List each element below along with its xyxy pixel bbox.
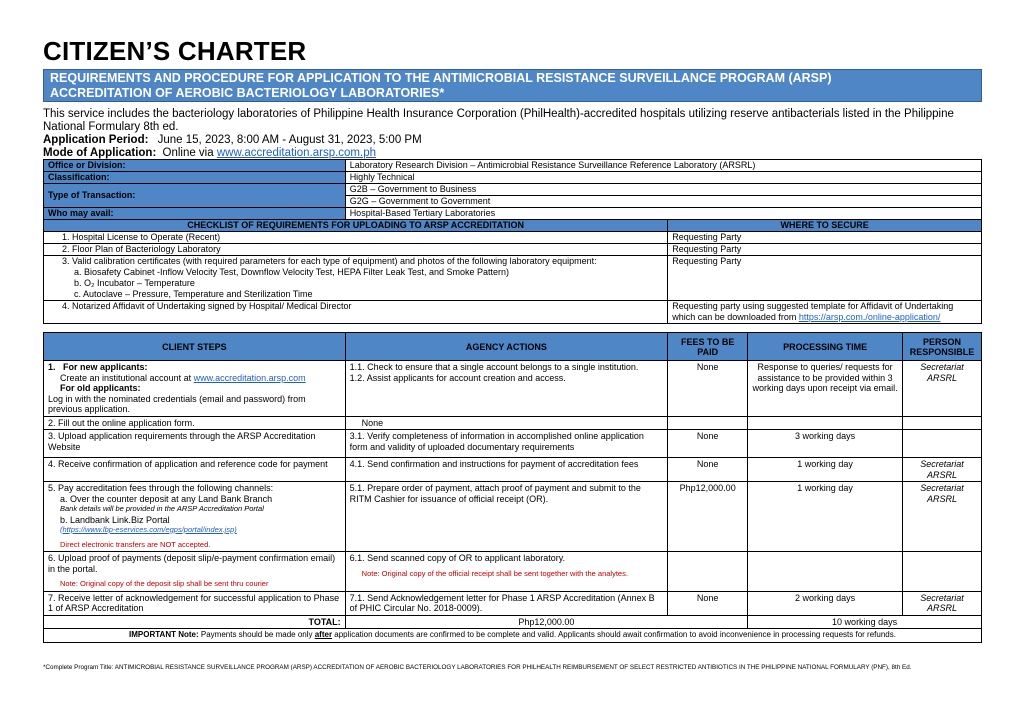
person-1-unit: ARSRL — [926, 372, 957, 383]
step-5a: a. Over the counter deposit at any Land Bank Branch — [60, 493, 273, 504]
classification-label: Classification: — [44, 172, 346, 184]
step-5b: b. Landbank Link.Biz Portal — [60, 514, 170, 525]
transaction-type-g2b: G2B – Government to Business — [345, 184, 981, 196]
note-text-1: Payments should be made only — [200, 630, 315, 639]
person-1-role: Secretariat — [920, 362, 964, 372]
person-5-unit: ARSRL — [926, 493, 957, 504]
person-responsible-header: PERSON RESPONSIBLE — [902, 333, 981, 361]
client-step-7: 7. Receive letter of acknowledgement for successful application to Phase 1 of ARSP Accreditation — [44, 591, 346, 615]
create-account-text: Create an institutional account at — [60, 372, 194, 383]
who-may-avail-value: Hospital-Based Tertiary Laboratories — [345, 208, 981, 220]
requirement-4: 4. Notarized Affidavit of Undertaking signed by Hospital/ Medical Director — [44, 301, 668, 324]
login-text: Log in with the nominated credentials (email and password) from previous application. — [48, 393, 306, 414]
client-step-4: 4. Receive confirmation of application and reference code for payment — [44, 458, 346, 482]
step-5-text: 5. Pay accreditation fees through the following channels: — [48, 483, 274, 493]
agency-actions-header: AGENCY ACTIONS — [345, 333, 668, 361]
total-time: 10 working days — [748, 615, 982, 629]
step-1-number: 1. — [48, 362, 56, 372]
client-step-6 — [44, 552, 346, 592]
agency-action-6-note: Note: Original copy of the official receipt shall be sent together with the analytes. — [361, 568, 628, 578]
requirement-3b: b. O₂ Incubator – Temperature — [74, 278, 195, 288]
time-3: 3 working days — [748, 430, 903, 458]
person-4-role: Secretariat — [920, 459, 964, 469]
note-text-2: application documents are confirmed to be complete and valid. Applicants should await confirmation to avoid inconvenience in processing requests for refunds. — [332, 630, 896, 639]
accreditation-site-link[interactable]: www.accreditation.arsp.com.ph — [216, 147, 376, 159]
time-1: Response to queries/ requests for assistance to be provided within 3 working days upon receipt via email. — [748, 361, 903, 417]
accreditation-link[interactable]: www.accreditation.arsp.com — [193, 372, 306, 383]
fees-header: FEES TO BE PAID — [668, 333, 748, 361]
agency-action-1-1: 1.1. Check to ensure that a single account belongs to a single institution. — [349, 362, 639, 372]
time-5: 1 working day — [748, 482, 903, 552]
footnote: *Complete Program Title: ANTIMICROBIAL RESISTANCE SURVEILLANCE PROGRAM (ARSP) ACCREDITATION OF AEROBIC BACTERIOLOGY LABORATORIES FOR PHILHEALTH REIMBURSEMENT OF SELECT RESTRICTED ANTIBIOTICS IN THE PHILIPPINE NATIONAL FORMULARY (PNF), 8th Ed. — [43, 664, 912, 671]
step-6-note: Note: Original copy of the deposit slip shall be sent thru courier — [60, 579, 269, 588]
mode-label: Mode of Application: — [43, 147, 157, 159]
agency-action-6 — [345, 552, 668, 592]
agency-action-7: 7.1. Send Acknowledgement letter for Phase 1 ARSP Accreditation (Annex B of PHIC Circular No. 2018-0009). — [345, 591, 668, 615]
total-fee: Php12,000.00 — [345, 615, 747, 629]
requirement-3 — [44, 256, 668, 301]
fee-4: None — [668, 458, 748, 482]
requirement-4-source — [668, 301, 982, 324]
person-4 — [902, 458, 981, 482]
requirement-3-text: 3. Valid calibration certificates (with required parameters for each type of equipment) and photos of the following laboratory equipment: — [62, 256, 597, 266]
mode-value: Online via — [162, 147, 217, 159]
table-row — [44, 552, 982, 592]
person-5-role: Secretariat — [920, 483, 964, 493]
requirement-4-source-text: which can be downloaded from — [672, 312, 799, 322]
requirement-3a: a. Biosafety Cabinet -Inflow Velocity Test, Downflow Velocity Test, HEPA Filter Leak Test, and Smoke Pattern) — [74, 267, 510, 277]
requirement-1-source: Requesting Party — [668, 232, 982, 244]
step-6-text: 6. Upload proof of payments (deposit slip/e-payment confirmation email) in the portal. — [48, 553, 336, 574]
where-to-secure-header: WHERE TO SECURE — [668, 220, 982, 232]
client-steps-header: CLIENT STEPS — [44, 333, 346, 361]
important-note — [44, 629, 982, 643]
transaction-type-label: Type of Transaction: — [44, 184, 346, 208]
table-row — [44, 458, 982, 482]
requirement-3-source: Requesting Party — [668, 256, 982, 301]
requirement-1: 1. Hospital License to Operate (Recent) — [44, 232, 668, 244]
requirement-2: 2. Floor Plan of Bacteriology Laboratory — [44, 244, 668, 256]
agency-action-1 — [345, 361, 668, 417]
table-row — [44, 361, 982, 417]
note-row — [44, 629, 982, 643]
time-4: 1 working day — [748, 458, 903, 482]
office-value: Laboratory Research Division – Antimicrobial Resistance Surveillance Reference Laboratory (ARSRL) — [345, 160, 981, 172]
who-may-avail-label: Who may avail: — [44, 208, 346, 220]
agency-action-3: 3.1. Verify completeness of information in accomplished online application form and validity of uploaded documentary requirements — [345, 430, 668, 458]
requirement-4-source-line2 — [672, 312, 977, 323]
banner-line-1: REQUIREMENTS AND PROCEDURE FOR APPLICATION TO THE ANTIMICROBIAL RESISTANCE SURVEILLANCE PROGRAM (ARSP) — [50, 71, 832, 85]
application-period-label: Application Period: — [43, 134, 149, 146]
requirement-2-source: Requesting Party — [668, 244, 982, 256]
office-label: Office or Division: — [44, 160, 346, 172]
processing-time-header: PROCESSING TIME — [748, 333, 903, 361]
person-7-unit: ARSRL — [926, 603, 957, 613]
person-7 — [902, 591, 981, 615]
total-label: TOTAL: — [44, 615, 346, 629]
client-step-5 — [44, 482, 346, 552]
table-row — [44, 430, 982, 458]
old-applicants-label: For old applicants: — [60, 383, 141, 393]
client-step-2: 2. Fill out the online application form. — [44, 416, 346, 430]
title-banner — [43, 69, 982, 102]
banner-line-2: ACCREDITATION OF AEROBIC BACTERIOLOGY LABORATORIES* — [50, 86, 445, 100]
client-step-1 — [44, 361, 346, 417]
person-1 — [902, 361, 981, 417]
classification-value: Highly Technical — [345, 172, 981, 184]
application-period-value: June 15, 2023, 8:00 AM - August 31, 2023, 5:00 PM — [157, 134, 422, 146]
agency-action-6-text: 6.1. Send scanned copy of OR to applicant laboratory. — [349, 553, 566, 563]
online-application-link[interactable]: https://arsp.com./online-application/ — [798, 312, 941, 322]
table-row — [44, 591, 982, 615]
requirement-3c: c. Autoclave – Pressure, Temperature and Sterilization Time — [74, 289, 313, 299]
table-row — [44, 416, 982, 430]
checklist-header: CHECKLIST OF REQUIREMENTS FOR UPLOADING TO ARSP ACCREDITATION — [44, 220, 668, 232]
fee-3: None — [668, 430, 748, 458]
note-prefix: IMPORTANT Note: — [129, 630, 201, 639]
agency-action-1-2: 1.2. Assist applicants for account creation and access. — [349, 372, 566, 383]
agency-action-5: 5.1. Prepare order of payment, attach proof of payment and submit to the RITM Cashier for issuance of official receipt (OR). — [345, 482, 668, 552]
step-5a-note: Bank details will be provided in the ARSP Accreditation Portal — [60, 504, 264, 513]
fee-7: None — [668, 591, 748, 615]
person-7-role: Secretariat — [920, 592, 964, 603]
fee-5: Php12,000.00 — [668, 482, 748, 552]
agency-action-4: 4.1. Send confirmation and instructions for payment of accreditation fees — [345, 458, 668, 482]
mode-of-application — [43, 147, 376, 159]
fee-1: None — [668, 361, 748, 417]
step-5-warning: Direct electronic transfers are NOT accepted. — [60, 539, 211, 549]
client-step-3: 3. Upload application requirements through the ARSP Accreditation Website — [44, 430, 346, 458]
person-4-unit: ARSRL — [926, 469, 957, 480]
requirement-4-source-line1: Requesting party using suggested template for Affidavit of Undertaking — [672, 301, 954, 311]
agency-action-2: None — [345, 416, 668, 430]
landbank-portal-link[interactable]: (https://www.lbp-eservices.com/egps/portal/index.jsp) — [60, 525, 237, 534]
service-description: This service includes the bacteriology laboratories of Philippine Health Insurance Corporation (PhilHealth)-accredited hospitals utilizing reserve antibacterials listed in the Philippine National Formulary 8th ed. — [43, 108, 954, 133]
time-7: 2 working days — [748, 591, 903, 615]
page-title: CITIZEN’S CHARTER — [43, 36, 307, 66]
service-info-table — [43, 159, 982, 324]
application-period — [43, 134, 422, 146]
table-row — [44, 482, 982, 552]
person-5 — [902, 482, 981, 552]
new-applicants-label: For new applicants: — [63, 362, 148, 372]
note-after: after — [314, 630, 333, 639]
procedure-table — [43, 332, 982, 643]
transaction-type-g2g: G2G – Government to Government — [345, 196, 981, 208]
total-row — [44, 615, 982, 629]
